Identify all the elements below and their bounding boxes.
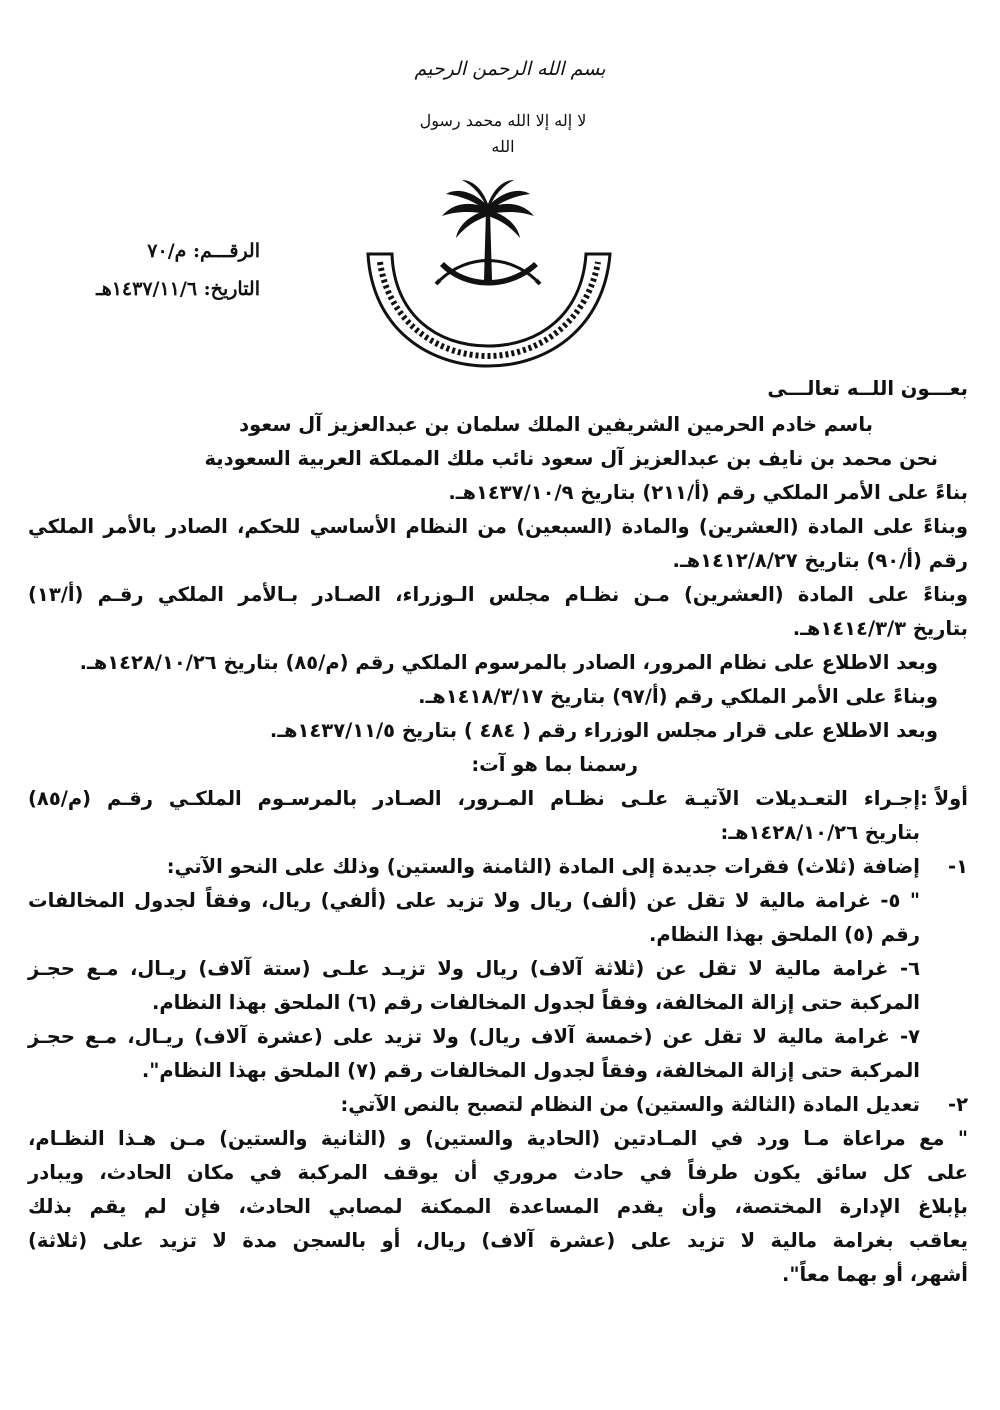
basmala: بسم الله الرحمن الرحيم	[414, 58, 606, 80]
preamble-2a: وبناءً على المادة (العشرين) والمادة (السبعين) من النظام الأساسي للحكم، الصادر بالأمر الملكي	[28, 515, 968, 538]
deputy-line: نحن محمد بن نايف بن عبدالعزيز آل سعود نائب ملك المملكة العربية السعودية	[204, 447, 938, 470]
quote-line-4: يعاقب بغرامة مالية لا تزيد على (عشرة آلاف) ريال، أو بالسجن مدة لا تزيد على (ثلاثة)	[28, 1229, 968, 1252]
item-2-label: ٢-	[948, 1093, 968, 1116]
item-2	[28, 1088, 968, 1122]
preamble-5: وبناءً على الأمر الملكي رقم (أ/٩٧) بتاريخ ١٤١٨/٣/١٧هـ.	[418, 685, 938, 708]
preamble-3b: بتاريخ ١٤١٤/٣/٣هـ.	[792, 617, 968, 640]
quote-line-3: بإبلاغ الإدارة المختصة، وأن يقدم المساعدة الممكنة لمصابي الحادث، فإن لم يقم بذلك	[28, 1195, 968, 1218]
preamble-2b: رقم (أ/٩٠) بتاريخ ١٤١٢/٨/٢٧هـ.	[672, 549, 968, 572]
preamble-4: وبعد الاطلاع على نظام المرور، الصادر بالمرسوم الملكي رقم (م/٨٥) بتاريخ ١٤٢٨/١٠/٢٦هـ.	[79, 651, 938, 674]
shahada-calligraphy: لا إله إلا الله محمد رسول الله	[419, 111, 587, 156]
item-1-label: ١-	[948, 855, 968, 878]
invocation: بعـــون اللــه تعالـــى	[767, 377, 968, 400]
clause-5-line-2: رقم (٥) الملحق بهذا النظام.	[649, 923, 920, 946]
clause-5-line-1: " ٥- غرامة مالية لا تقل عن (ألف) ريال ولا تزيد على (ألفي) ريال، وفقاً لجدول المخالفات	[28, 889, 920, 912]
article-first-line-1: إجـراء التعـديلات الآتيـة علـى نظـام المـرور، الصـادر بالمرسـوم الملكـي رقـم (م/٨٥)	[28, 787, 920, 810]
quote-line-5: أشهر، أو بهما معاً".	[781, 1263, 968, 1286]
king-line: باسم خادم الحرمين الشريفين الملك سلمان بن عبدالعزيز آل سعود	[239, 413, 873, 436]
item-1-text: إضافة (ثلاث) فقرات جديدة إلى المادة (الثامنة والستين) وذلك على النحو الآتي:	[166, 855, 920, 878]
reference-date: التاريخ: ١٤٣٧/١١/٦هـ	[96, 278, 260, 300]
item-2-text: تعديل المادة (الثالثة والستين) من النظام لتصبح بالنص الآتي:	[340, 1093, 920, 1116]
item-1	[28, 850, 968, 1088]
amended-article-quote	[28, 1122, 968, 1292]
clause-7-line-2: المركبة حتى إزالة المخالفة، وفقاً لجدول المخالفات رقم (٧) الملحق بهذا النظام".	[141, 1059, 920, 1082]
clause-6-line-1: ٦- غرامة مالية لا تقل عن (ثلاثة آلاف) ريال ولا تزيـد علـى (ستة آلاف) ريـال، مـع حجـز	[28, 957, 920, 980]
quote-line-1: " مع مراعاة مـا ورد في المـادتين (الحادية والستين) و (الثانية والستين) مـن هـذا النظـام،	[28, 1127, 968, 1150]
decree-phrase: رسمنا بما هو آت:	[471, 753, 638, 776]
preamble-6: وبعد الاطلاع على قرار مجلس الوزراء رقم ( ٤٨٤ ) بتاريخ ١٤٣٧/١١/٥هـ.	[269, 719, 938, 742]
preamble-1: بناءً على الأمر الملكي رقم (أ/٢١١) بتاريخ ١٤٣٧/١٠/٩هـ.	[448, 481, 968, 504]
article-first-line-2: بتاريخ ١٤٢٨/١٠/٢٦هـ:	[720, 821, 920, 844]
preamble-3a: وبناءً على المادة (العشرين) مـن نظـام مجلس الـوزراء، الصـادر بـالأمر الملكي رقـم (أ/١٣)	[28, 583, 968, 606]
clause-7-line-1: ٧- غرامة مالية لا تقل عن (خمسة آلاف ريال) ولا تزيد على (عشرة آلاف) ريـال، مـع حجـز	[28, 1025, 920, 1048]
quote-line-2: على كل سائق يكون طرفاً في حادث مروري أن يوقف المركبة في مكان الحادث، ويبادر	[28, 1161, 968, 1184]
decree-body	[28, 372, 968, 1292]
article-first-label: أولاً :	[920, 787, 968, 810]
reference-number: الرقـــم: م/٧٠	[147, 240, 260, 262]
clause-6-line-2: المركبة حتى إزالة المخالفة، وفقاً لجدول المخالفات رقم (٦) الملحق بهذا النظام.	[151, 991, 920, 1014]
article-first	[28, 782, 968, 850]
saudi-emblem-icon	[348, 170, 628, 370]
reference-block	[30, 232, 260, 308]
